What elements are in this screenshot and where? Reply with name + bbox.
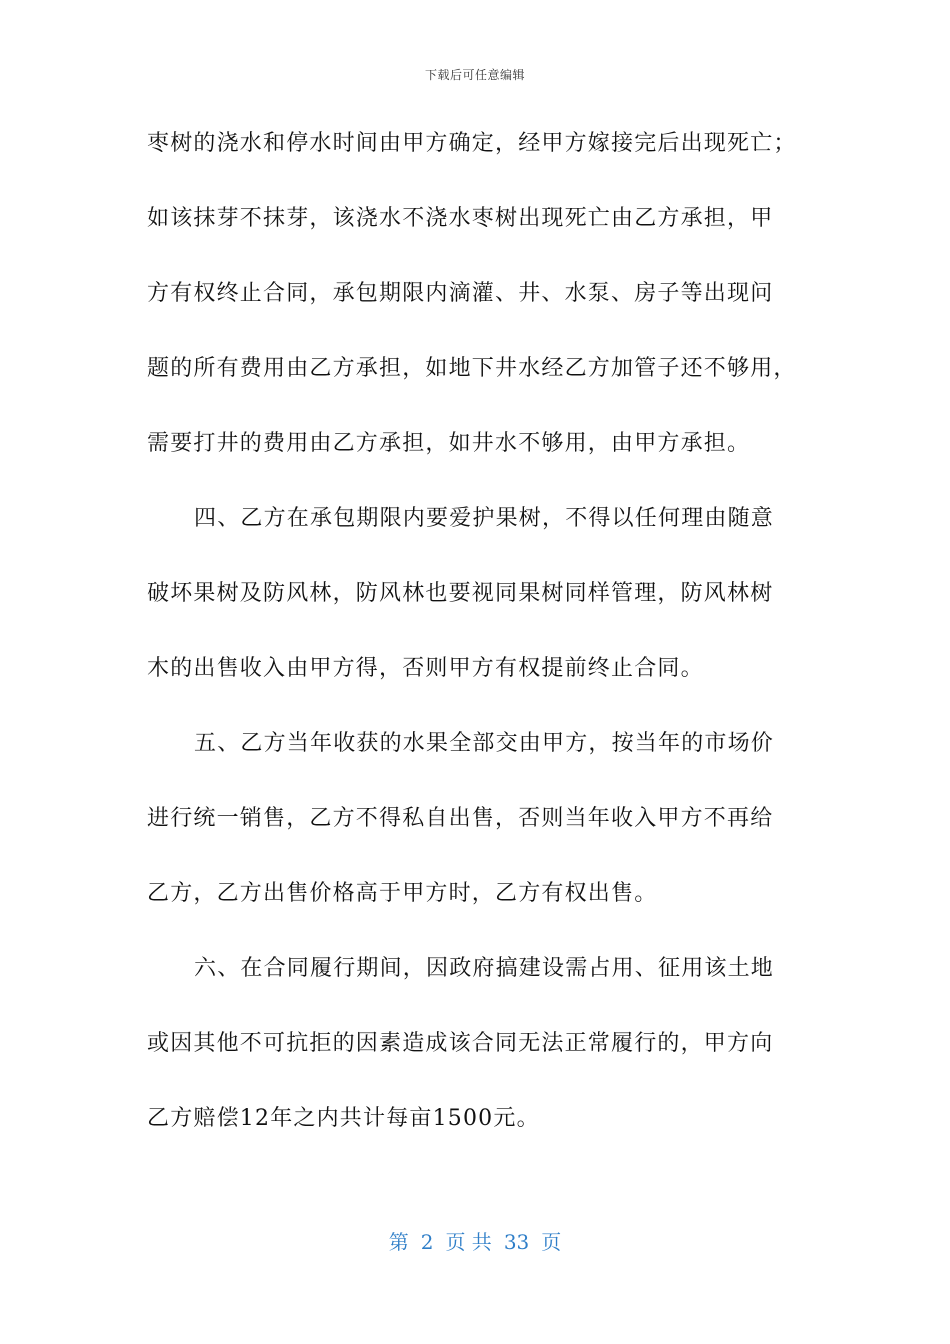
text-line: 破坏果树及防风林，防风林也要视同果树同样管理，防风林树 <box>147 581 774 606</box>
text-line: 如该抹芽不抹芽，该浇水不浇水枣树出现死亡由乙方承担，甲 <box>147 206 774 231</box>
footer-total-pages: 33 <box>503 1230 530 1254</box>
text-line: 需要打井的费用由乙方承担，如井水不够用，由甲方承担。 <box>147 431 751 456</box>
text-line: 乙方，乙方出售价格高于甲方时，乙方有权出售。 <box>147 881 658 906</box>
footer-page-number: 2 <box>420 1230 434 1254</box>
text-line: 乙方赔偿12年之内共计每亩1500元。 <box>147 1106 540 1131</box>
text-line: 题的所有费用由乙方承担，如地下井水经乙方加管子还不够用， <box>147 356 797 381</box>
text-line: 枣树的浇水和停水时间由甲方确定，经甲方嫁接完后出现死亡； <box>147 131 797 156</box>
text-line: 木的出售收入由甲方得，否则甲方有权提前终止合同。 <box>147 656 704 681</box>
text-line: 方有权终止合同，承包期限内滴灌、井、水泵、房子等出现问 <box>147 281 774 306</box>
paragraph-five-start: 五、乙方当年收获的水果全部交由甲方，按当年的市场价 <box>194 731 775 756</box>
footer-prefix: 第 <box>388 1230 409 1254</box>
document-body <box>147 124 807 1174</box>
page-header: 下载后可任意编辑 <box>424 68 525 82</box>
page-footer <box>0 1226 950 1255</box>
footer-middle: 页 共 <box>445 1230 492 1254</box>
text-line: 或因其他不可抗拒的因素造成该合同无法正常履行的，甲方向 <box>147 1031 774 1056</box>
text-line: 进行统一销售，乙方不得私自出售，否则当年收入甲方不再给 <box>147 806 774 831</box>
paragraph-six-start: 六、在合同履行期间，因政府搞建设需占用、征用该土地 <box>194 956 775 981</box>
paragraph-four-start: 四、乙方在承包期限内要爱护果树，不得以任何理由随意 <box>194 506 775 531</box>
footer-suffix: 页 <box>541 1230 562 1254</box>
